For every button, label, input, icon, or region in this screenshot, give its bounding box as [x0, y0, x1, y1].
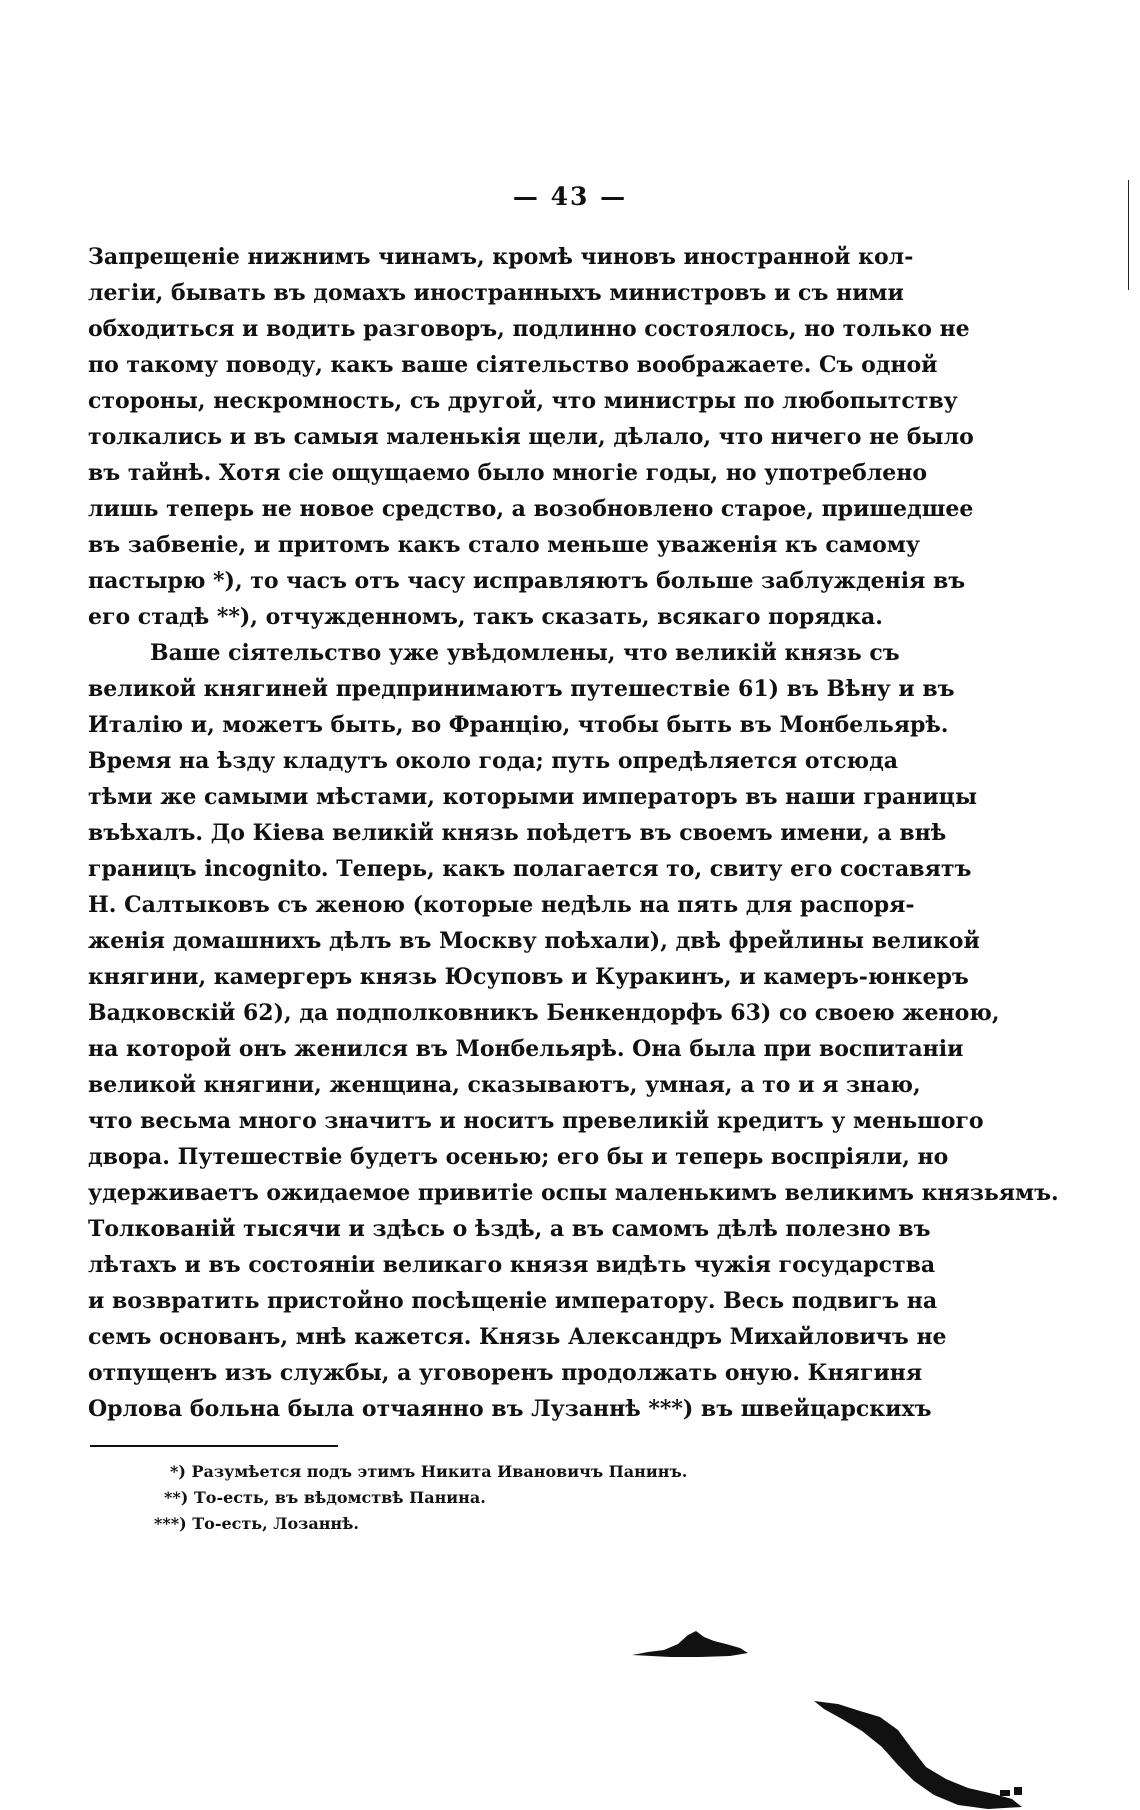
text-line: лишь теперь не новое средство, а возобновлено старое, пришедшее	[88, 496, 974, 522]
text-line: великой княгиней предпринимаютъ путешествіе 61) въ Вѣну и въ	[88, 676, 955, 702]
text-line: семъ основанъ, мнѣ кажется. Князь Александръ Михайловичъ не	[88, 1324, 947, 1350]
text-line: легіи, бывать въ домахъ иностранныхъ министровъ и съ ними	[88, 280, 904, 306]
text-line: по такому поводу, какъ ваше сіятельство воображаете. Съ одной	[88, 352, 938, 378]
text-line: его стадѣ **), отчужденномъ, такъ сказать, всякаго порядка.	[88, 604, 883, 630]
text-line: въ тайнѣ. Хотя сіе ощущаемо было многіе годы, но употреблено	[88, 460, 928, 486]
text-line: удерживаетъ ожидаемое привитіе оспы маленькимъ великимъ князьямъ.	[88, 1180, 1059, 1206]
text-line: границъ incognito. Теперь, какъ полагается то, свиту его составятъ	[88, 856, 972, 882]
ink-smudge	[630, 1625, 750, 1661]
text-line: Вадковскій 62), да подполковникъ Бенкендорфъ 63) со своею женою,	[88, 1000, 1000, 1026]
text-line: лѣтахъ и въ состояніи великаго князя видѣть чужія государства	[88, 1252, 936, 1278]
text-line: обходиться и водить разговоръ, подлинно состоялось, но только не	[88, 316, 970, 342]
page-number: — 43 —	[512, 182, 628, 211]
text-line: Ваше сіятельство уже увѣдомлены, что великій князь съ	[150, 640, 900, 666]
text-line: въ забвеніе, и притомъ какъ стало меньше уваженія къ самому	[88, 532, 920, 558]
footnote: **) То-есть, въ вѣдомствѣ Панина.	[164, 1488, 486, 1507]
margin-line	[1128, 180, 1129, 290]
text-line: и возвратить пристойно посѣщеніе императору. Весь подвигъ на	[88, 1288, 938, 1314]
footnote: ***) То-есть, Лозаннѣ.	[154, 1514, 359, 1533]
text-line: тѣми же самыми мѣстами, которыми императоръ въ наши границы	[88, 784, 977, 810]
text-line: великой княгини, женщина, сказываютъ, умная, а то и я знаю,	[88, 1072, 921, 1098]
text-line: Запрещеніе нижнимъ чинамъ, кромѣ чиновъ иностранной кол-	[88, 244, 914, 270]
text-line: что весьма много значитъ и носитъ превеликій кредитъ у меньшого	[88, 1108, 984, 1134]
text-line: княгини, камергеръ князь Юсуповъ и Куракинъ, и камеръ-юнкеръ	[88, 964, 969, 990]
text-line: Италію и, можетъ быть, во Францію, чтобы быть въ Монбельярѣ.	[88, 712, 949, 738]
footnote-divider	[90, 1445, 338, 1447]
ink-smudge	[808, 1695, 1038, 1810]
text-line: двора. Путешествіе будетъ осенью; его бы и теперь воспріяли, но	[88, 1144, 949, 1170]
text-line: женія домашнихъ дѣлъ въ Москву поѣхали), двѣ фрейлины великой	[88, 928, 980, 954]
text-line: Орлова больна была отчаянно въ Лузаннѣ ***) въ швейцарскихъ	[88, 1396, 932, 1422]
text-line: отпущенъ изъ службы, а уговоренъ продолжать оную. Княгиня	[88, 1360, 923, 1386]
text-line: Н. Салтыковъ съ женою (которые недѣль на пять для распоря-	[88, 892, 915, 918]
footnote: *) Разумѣется подъ этимъ Никита Ивановичъ Панинъ.	[170, 1462, 688, 1481]
text-line: стороны, нескромность, съ другой, что министры по любопытству	[88, 388, 958, 414]
text-line: въѣхалъ. До Кіева великій князь поѣдетъ въ своемъ имени, а внѣ	[88, 820, 947, 846]
text-line: Толкованій тысячи и здѣсь о ѣздѣ, а въ самомъ дѣлѣ полезно въ	[88, 1216, 931, 1242]
text-line: толкались и въ самыя маленькія щели, дѣлало, что ничего не было	[88, 424, 974, 450]
text-line: на которой онъ женился въ Монбельярѣ. Она была при воспитаніи	[88, 1036, 964, 1062]
text-line: Время на ѣзду кладутъ около года; путь опредѣляется отсюда	[88, 748, 899, 774]
text-line: пастырю *), то часъ отъ часу исправляютъ больше заблужденія въ	[88, 568, 966, 594]
